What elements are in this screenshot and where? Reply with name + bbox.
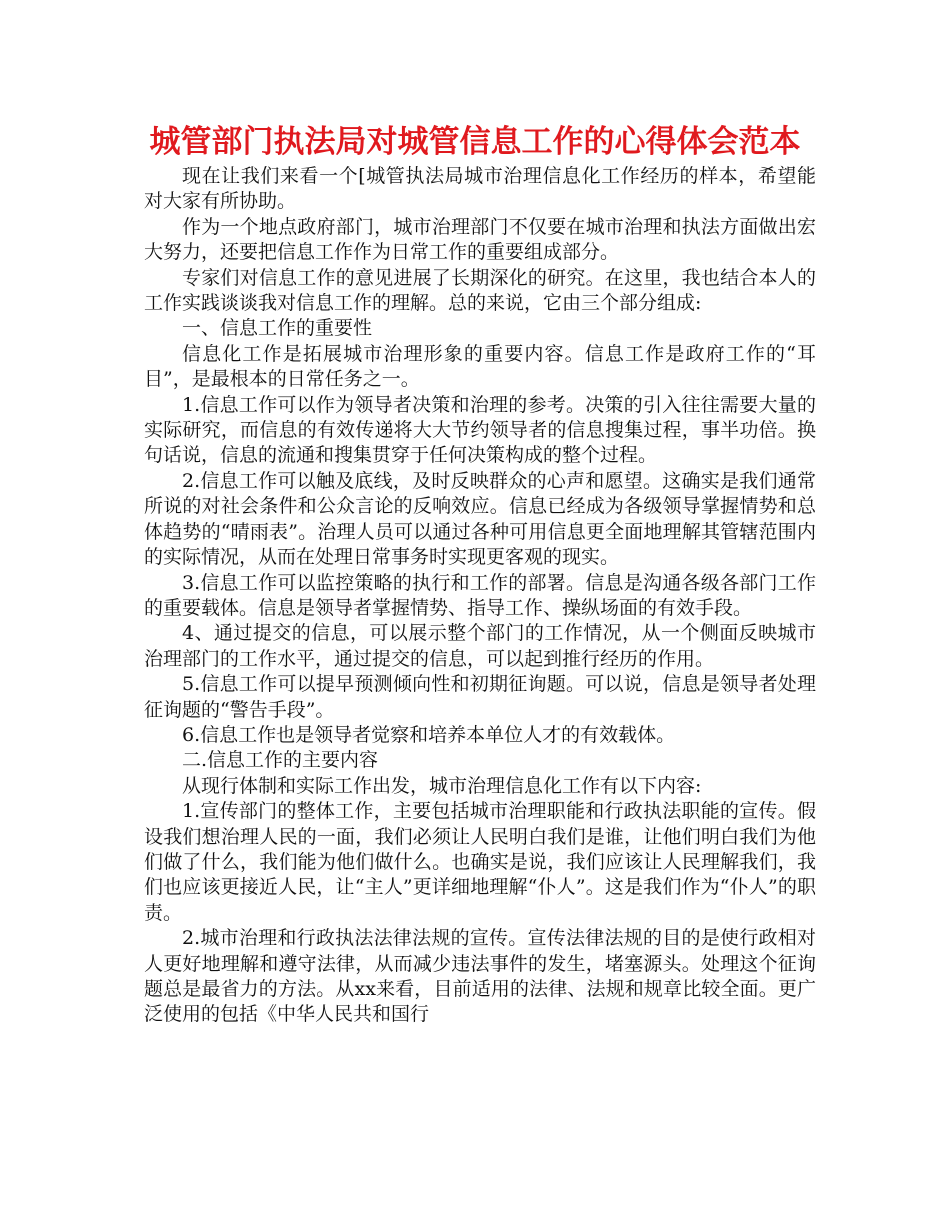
list-item-importance-4: 4、通过提交的信息，可以展示整个部门的工作情况，从一个侧面反映城市治理部门的工作水平，通过提交的信息，可以起到推行经历的作用。 [144,622,816,670]
list-item-importance-6: 6.信息工作也是领导者觉察和培养本单位人才的有效载体。 [182,723,676,746]
list-item-importance-2: 2.信息工作可以触及底线，及时反映群众的心声和愿望。这确实是我们通常所说的对社会条件和公众言论的反响效应。信息已经成为各级领导掌握情势和总体趋势的“晴雨表”。治理人员可以通过各种可用信息更全面地理解其管辖范围内的实际情况，从而在处理日常事务时实现更客观的现实。 [144,469,816,569]
document-body [144,164,816,1028]
document-title: 城管部门执法局对城管信息工作的心得体会范本 [149,124,801,160]
paragraph-importance-intro: 信息化工作是拓展城市治理形象的重要内容。信息工作是政府工作的“耳目”，是最根本的日常任务之一。 [144,342,816,391]
section-heading-importance: 一、信息工作的重要性 [182,317,373,340]
paragraph-intro: 现在让我们来看一个[城管执法局城市治理信息化工作经历的样本，希望能对大家有所协助。 [144,165,816,213]
list-item-importance-1: 1.信息工作可以作为领导者决策和治理的参考。决策的引入往往需要大量的实际研究，而信息的有效传递将大大节约领导者的信息搜集过程，事半功倍。换句话说，信息的流通和搜集贯穿于任何决策构成的整个过程。 [144,393,816,467]
section-heading-content: 二.信息工作的主要内容 [182,749,379,772]
list-item-content-1: 1.宣传部门的整体工作，主要包括城市治理职能和行政执法职能的宣传。假设我们想治理人民的一面，我们必须让人民明白我们是谁，让他们明白我们为他们做了什么，我们能为他们做什么。也确实是说，我们应该让人民理解我们，我们也应该更接近人民，让“主人”更详细地理解“仆人”。这是我们作为“仆人”的职责。 [144,800,816,924]
list-item-importance-3: 3.信息工作可以监控策略的执行和工作的部署。信息是沟通各级各部门工作的重要载体。信息是领导者掌握情势、指导工作、操纵场面的有效手段。 [144,571,816,619]
list-item-content-2: 2.城市治理和行政执法法律法规的宣传。宣传法律法规的目的是使行政相对人更好地理解和遵守法律，从而减少违法事件的发生，堵塞源头。处理这个征询题总是最省力的方法。从xx来看，目前适用的法律、法规和规章比较全面。更广泛使用的包括《中华人民共和国行 [144,927,816,1026]
list-item-importance-5: 5.信息工作可以提早预测倾向性和初期征询题。可以说，信息是领导者处理征询题的“警告手段”。 [144,673,816,721]
paragraph-content-intro: 从现行体制和实际工作出发，城市治理信息化工作有以下内容: [182,774,702,797]
paragraph-department-role: 作为一个地点政府部门，城市治理部门不仅要在城市治理和执法方面做出宏大努力，还要把信息工作作为日常工作的重要组成部分。 [144,215,816,264]
paragraph-overview: 专家们对信息工作的意见进展了长期深化的研究。在这里，我也结合本人的工作实践谈谈我对信息工作的理解。总的来说，它由三个部分组成: [144,266,816,315]
